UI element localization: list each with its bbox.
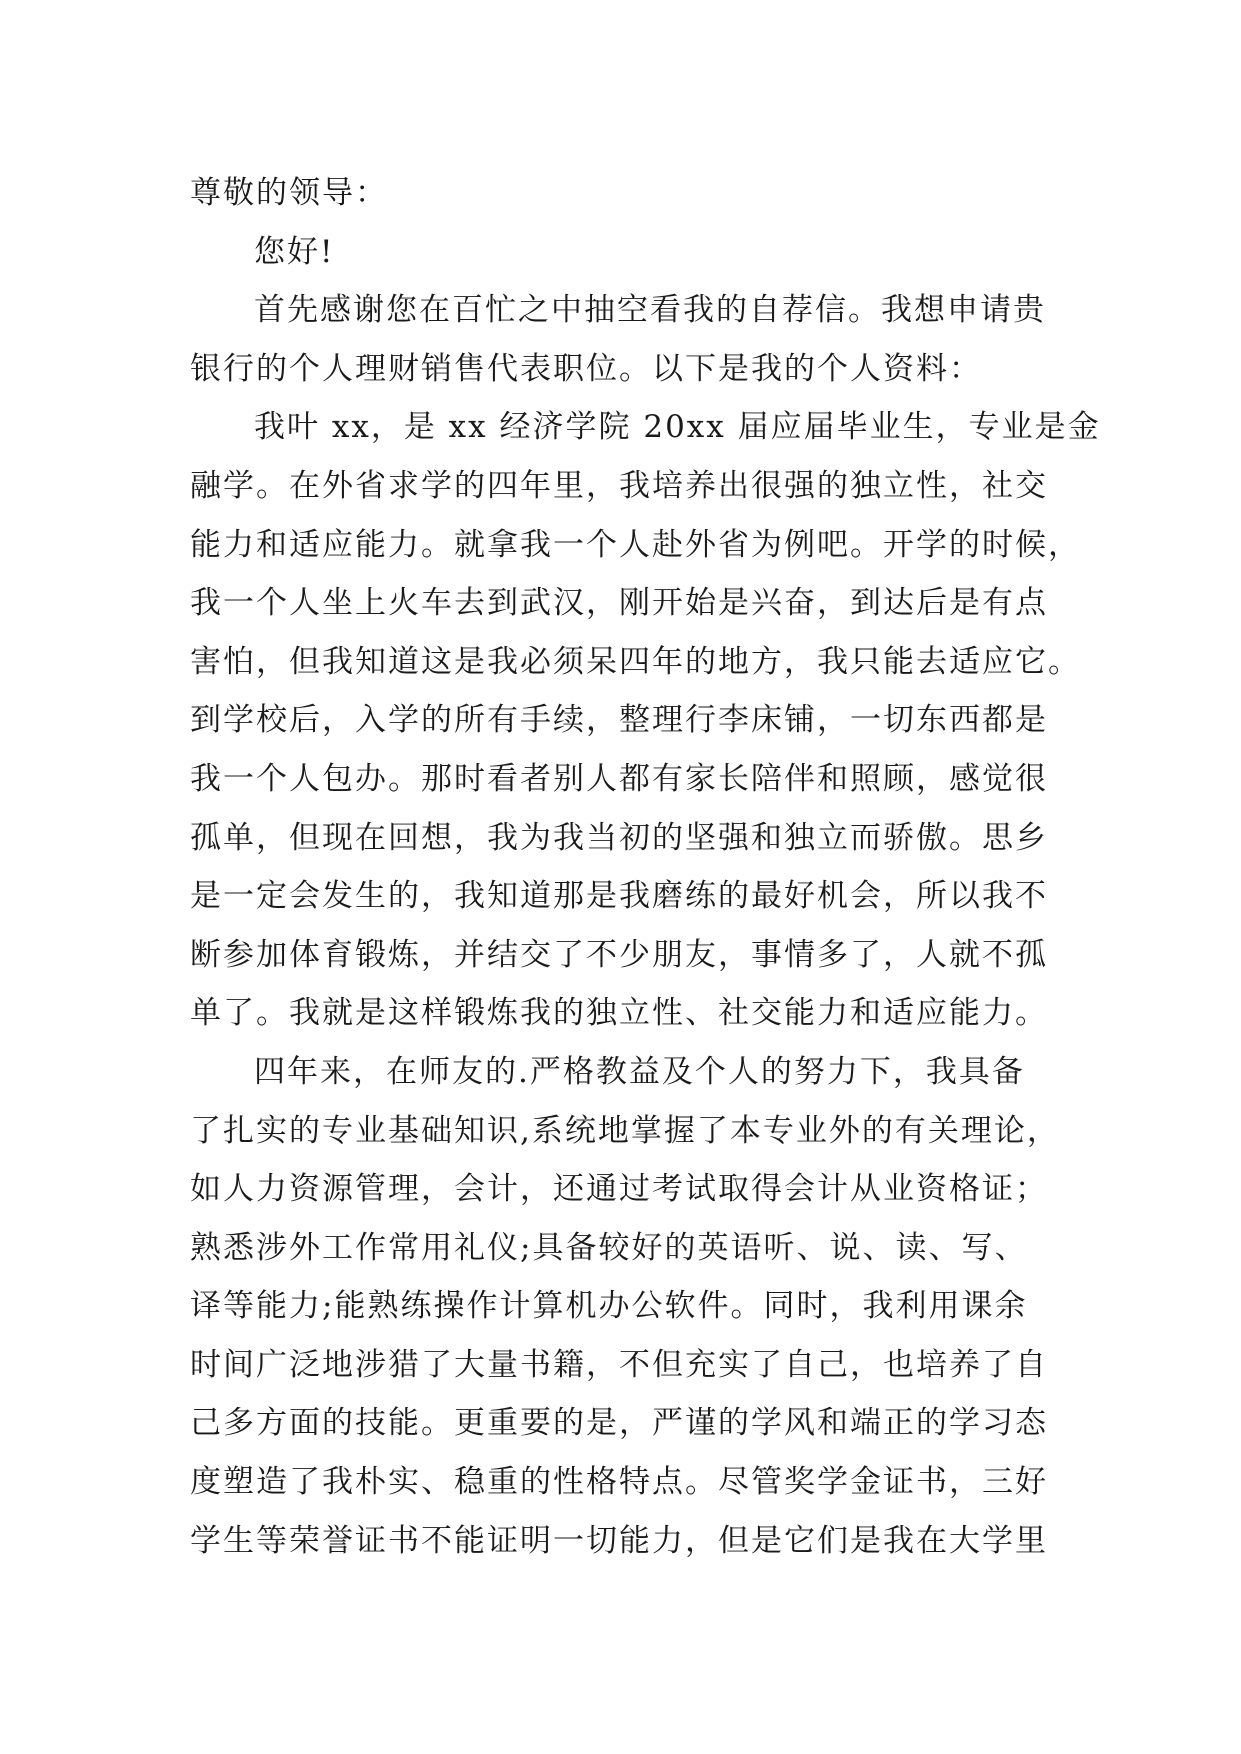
letter-line: 熟悉涉外工作常用礼仪;具备较好的英语听、说、读、写、 <box>190 1229 1028 1266</box>
letter-line: 四年来，在师友的.严格教益及个人的努力下，我具备 <box>254 1053 1025 1090</box>
letter-line: 学生等荣誉证书不能证明一切能力，但是它们是我在大学里 <box>190 1522 1048 1559</box>
letter-line: 译等能力;能熟练操作计算机办公软件。同时，我利用课余 <box>190 1288 1028 1325</box>
letter-line: 害怕，但我知道这是我必须呆四年的地方，我只能去适应它。 <box>190 643 1081 680</box>
letter-greeting: 您好! <box>254 233 335 270</box>
letter-line: 如人力资源管理，会计，还通过考试取得会计从业资格证； <box>190 1171 1048 1208</box>
letter-salutation: 尊敬的领导： <box>190 175 388 211</box>
letter-line: 首先感谢您在百忙之中抽空看我的自荐信。我想申请贵 <box>254 292 1046 329</box>
letter-line: 能力和适应能力。就拿我一个人赴外省为例吧。开学的时候， <box>190 526 1081 563</box>
letter-line: 己多方面的技能。更重要的是，严谨的学风和端正的学习态 <box>190 1405 1048 1442</box>
letter-line: 我一个人包办。那时看者别人都有家长陪伴和照顾，感觉很 <box>190 760 1048 797</box>
letter-line: 融学。在外省求学的四年里，我培养出很强的独立性，社交 <box>190 467 1048 504</box>
letter-line: 了扎实的专业基础知识,系统地掌握了本专业外的有关理论， <box>190 1112 1060 1149</box>
letter-line: 银行的个人理财销售代表职位。以下是我的个人资料： <box>190 350 982 387</box>
letter-line: 我一个人坐上火车去到武汉，刚开始是兴奋，到达后是有点 <box>190 585 1048 622</box>
letter-line: 度塑造了我朴实、稳重的性格特点。尽管奖学金证书，三好 <box>190 1464 1048 1501</box>
letter-line: 孤单，但现在回想，我为我当初的坚强和独立而骄傲。思乡 <box>190 819 1048 856</box>
letter-body <box>190 164 1101 1570</box>
letter-line: 是一定会发生的，我知道那是我磨练的最好机会，所以我不 <box>190 878 1048 915</box>
letter-line: 我叶 xx，是 xx 经济学院 20xx 届应届毕业生，专业是金 <box>254 409 1101 446</box>
letter-line: 断参加体育锻炼，并结交了不少朋友，事情多了，人就不孤 <box>190 936 1048 973</box>
letter-line: 单了。我就是这样锻炼我的独立性、社交能力和适应能力。 <box>190 995 1048 1032</box>
letter-line: 到学校后，入学的所有手续，整理行李床铺，一切东西都是 <box>190 702 1048 739</box>
letter-line: 时间广泛地涉猎了大量书籍，不但充实了自己，也培养了自 <box>190 1346 1048 1383</box>
